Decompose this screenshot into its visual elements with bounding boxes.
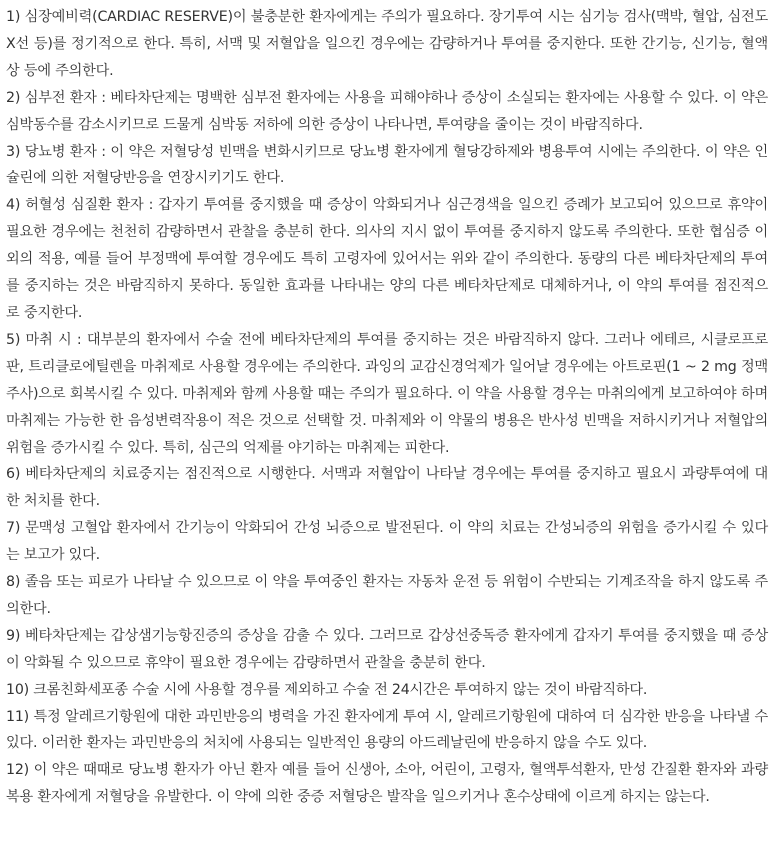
precaution-item-12: 12) 이 약은 때때로 당뇨병 환자가 아닌 환자 예를 들어 신생아, 소아, 어린이, 고령자, 혈액투석환자, 만성 간질환 환자와 과량복용 환자에게 저혈당을 유발한다. 이 약에 의한 중증 저혈당은 발작을 일으키거나 혼수상태에 이르게 하지는 않는다. — [6, 762, 768, 806]
precaution-item-3: 3) 당뇨병 환자 : 이 약은 저혈당성 빈맥을 변화시키므로 당뇨병 환자에게 혈당강하제와 병용투여 시에는 주의한다. 이 약은 인슐린에 의한 저혈당반응을 연장시키기도 한다. — [6, 143, 768, 187]
precaution-item-7: 7) 문맥성 고혈압 환자에서 간기능이 악화되어 간성 뇌증으로 발전된다. 이 약의 치료는 간성뇌증의 위험을 증가시킬 수 있다는 보고가 있다. — [6, 520, 768, 564]
precaution-item-9: 9) 베타차단제는 갑상샘기능항진증의 증상을 감출 수 있다. 그러므로 갑상선중독증 환자에게 갑자기 투여를 중지했을 때 증상이 악화될 수 있으므로 휴약이 필요한 경우에는 감량하면서 관찰을 충분히 한다. — [6, 627, 768, 671]
precaution-item-4: 4) 허혈성 심질환 환자 : 갑자기 투여를 중지했을 때 증상이 악화되거나 심근경색을 일으킨 증례가 보고되어 있으므로 휴약이 필요한 경우에는 천천히 감량하면서 관찰을 충분히 한다. 의사의 지시 없이 투여를 중지하지 않도록 주의한다. 또한 협심증 이외의 적용, 예를 들어 부정맥에 투여할 경우에도 특히 고령자에 있어서는 위와 같이 주의한다. 동량의 다른 베타차단제의 투여를 중지하는 것은 바람직하지 못하다. 동일한 효과를 나타내는 양의 다른 베타차단제로 대체하거나, 이 약의 투여를 점진적으로 중지한다. — [6, 197, 768, 321]
precaution-item-8: 8) 졸음 또는 피로가 나타날 수 있으므로 이 약을 투여중인 환자는 자동차 운전 등 위험이 수반되는 기계조작을 하지 않도록 주의한다. — [6, 574, 768, 617]
precaution-item-2: 2) 심부전 환자 : 베타차단제는 명백한 심부전 환자에는 사용을 피해야하나 증상이 소실되는 환자에는 사용할 수 있다. 이 약은 심박동수를 감소시키므로 드물게 심박동 저하에 의한 증상이 나타나면, 투여량을 줄이는 것이 바람직하다. — [6, 89, 768, 133]
precaution-item-11: 11) 특정 알레르기항원에 대한 과민반응의 병력을 가진 환자에게 투여 시, 알레르기항원에 대하여 더 심각한 반응을 나타낼 수 있다. 이러한 환자는 과민반응의 처치에 사용되는 일반적인 용량의 아드레날린에 반응하지 않을 수도 있다. — [6, 708, 768, 752]
precaution-item-6: 6) 베타차단제의 치료중지는 점진적으로 시행한다. 서맥과 저혈압이 나타날 경우에는 투여를 중지하고 필요시 과량투여에 대한 처치를 한다. — [6, 466, 768, 510]
precaution-item-5: 5) 마취 시 : 대부분의 환자에서 수술 전에 베타차단제의 투여를 중지하는 것은 바람직하지 않다. 그러나 에테르, 시클로프로판, 트리클로에틸렌을 마취제로 사용할 경우에는 주의한다. 과잉의 교감신경억제가 일어날 경우에는 아트로핀(1 ~ 2 mg 정맥주사)으로 회복시킬 수 있다. 마취제와 함께 사용할 때는 주의가 필요하다. 이 약을 사용할 경우는 마취의에게 보고하여야 하며 마취제는 가능한 한 음성변력작용이 적은 것으로 선택할 것. 마취제와 이 약물의 병용은 반사성 빈맥을 저하시키거나 저혈압의 위험을 증가시킬 수 있다. 특히, 심근의 억제를 야기하는 마취제는 피한다. — [6, 331, 768, 456]
precaution-item-10: 10) 크롬친화세포종 수술 시에 사용할 경우를 제외하고 수술 전 24시간은 투여하지 않는 것이 바람직하다. — [6, 681, 648, 698]
precaution-item-1: 1) 심장예비력(CARDIAC RESERVE)이 불충분한 환자에게는 주의가 필요하다. 장기투여 시는 심기능 검사(맥박, 혈압, 심전도 X선 등)를 정기적으로 한다. 특히, 서맥 및 저혈압을 일으킨 경우에는 감량하거나 투여를 중지한다. 또한 간기능, 신기능, 혈액상 등에 주의한다. — [6, 9, 768, 79]
